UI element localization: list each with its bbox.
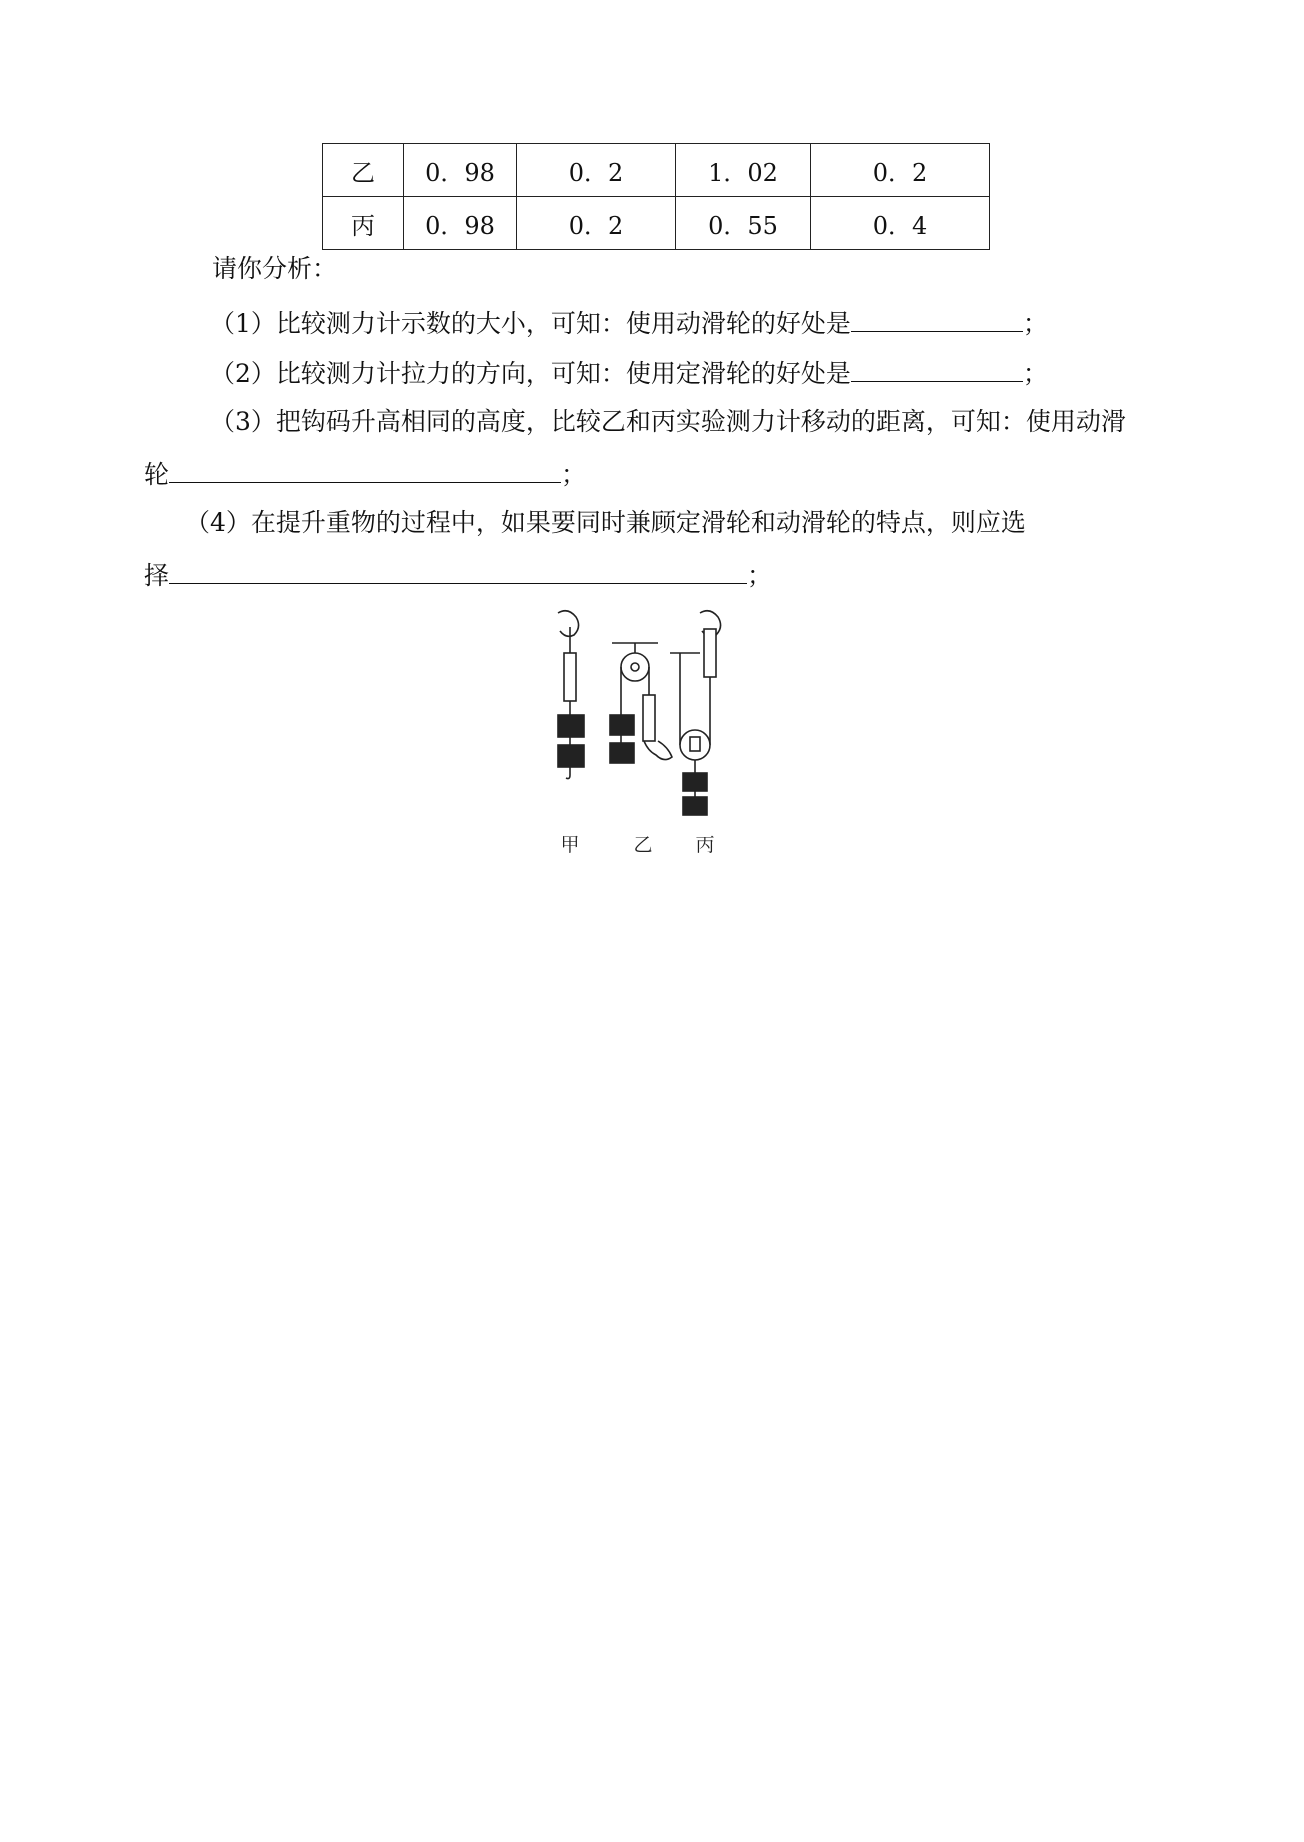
question-3-line-2 (144, 456, 586, 492)
weight-icon (610, 715, 634, 735)
question-3-line-1: （3）把钩码升高相同的高度，比较乙和丙实验测力计移动的距离，可知：使用动滑 (210, 407, 1126, 436)
table-cell: 0．98 (404, 144, 517, 197)
table-row (323, 144, 990, 197)
setup-yi (610, 643, 672, 763)
table-cell: 乙 (323, 144, 404, 197)
question-4-line-1: （4）在提升重物的过程中，如果要同时兼顾定滑轮和动滑轮的特点，则应选 (185, 508, 1026, 537)
question-4-text: 择 (144, 561, 170, 590)
hand-icon (558, 611, 579, 637)
figure-label: 甲 (560, 834, 580, 855)
table-cell: 0．2 (517, 197, 676, 250)
question-2 (210, 355, 1048, 391)
answer-blank-2[interactable] (851, 355, 1023, 382)
answer-blank-3[interactable] (169, 456, 561, 483)
table-cell: 0．2 (517, 144, 676, 197)
setup-bing (670, 611, 721, 815)
hand-icon (644, 741, 672, 760)
table-cell: 丙 (323, 197, 404, 250)
question-1-text: （1）比较测力计示数的大小，可知：使用动滑轮的好处是 (210, 309, 851, 338)
end-mark: ； (747, 561, 773, 590)
analysis-intro: 请你分析： (212, 254, 338, 283)
end-mark: ； (561, 460, 587, 489)
question-4-line-2 (144, 557, 772, 593)
pulley-experiment-figure (540, 605, 770, 855)
fixed-pulley-icon (621, 653, 649, 681)
setup-jia (558, 611, 584, 779)
weight-icon (683, 797, 707, 815)
movable-pulley-icon (680, 730, 710, 760)
figure-label: 丙 (695, 834, 715, 855)
end-mark: ； (1022, 309, 1048, 338)
weight-icon (683, 773, 707, 791)
answer-blank-1[interactable] (851, 305, 1023, 332)
table-cell: 0．55 (676, 197, 811, 250)
end-mark: ； (1022, 359, 1048, 388)
weight-icon (610, 743, 634, 763)
weight-icon (558, 715, 584, 737)
table-cell: 0．4 (811, 197, 990, 250)
weight-icon (558, 745, 584, 767)
table-cell: 0．2 (811, 144, 990, 197)
figure-label: 乙 (633, 834, 653, 855)
data-table (322, 143, 990, 250)
question-2-text: （2）比较测力计拉力的方向，可知：使用定滑轮的好处是 (210, 359, 851, 388)
question-1 (210, 305, 1048, 341)
table-row (323, 197, 990, 250)
table-cell: 0．98 (404, 197, 517, 250)
question-3-text: 轮 (144, 460, 170, 489)
answer-blank-4[interactable] (169, 557, 747, 584)
table-cell: 1．02 (676, 144, 811, 197)
